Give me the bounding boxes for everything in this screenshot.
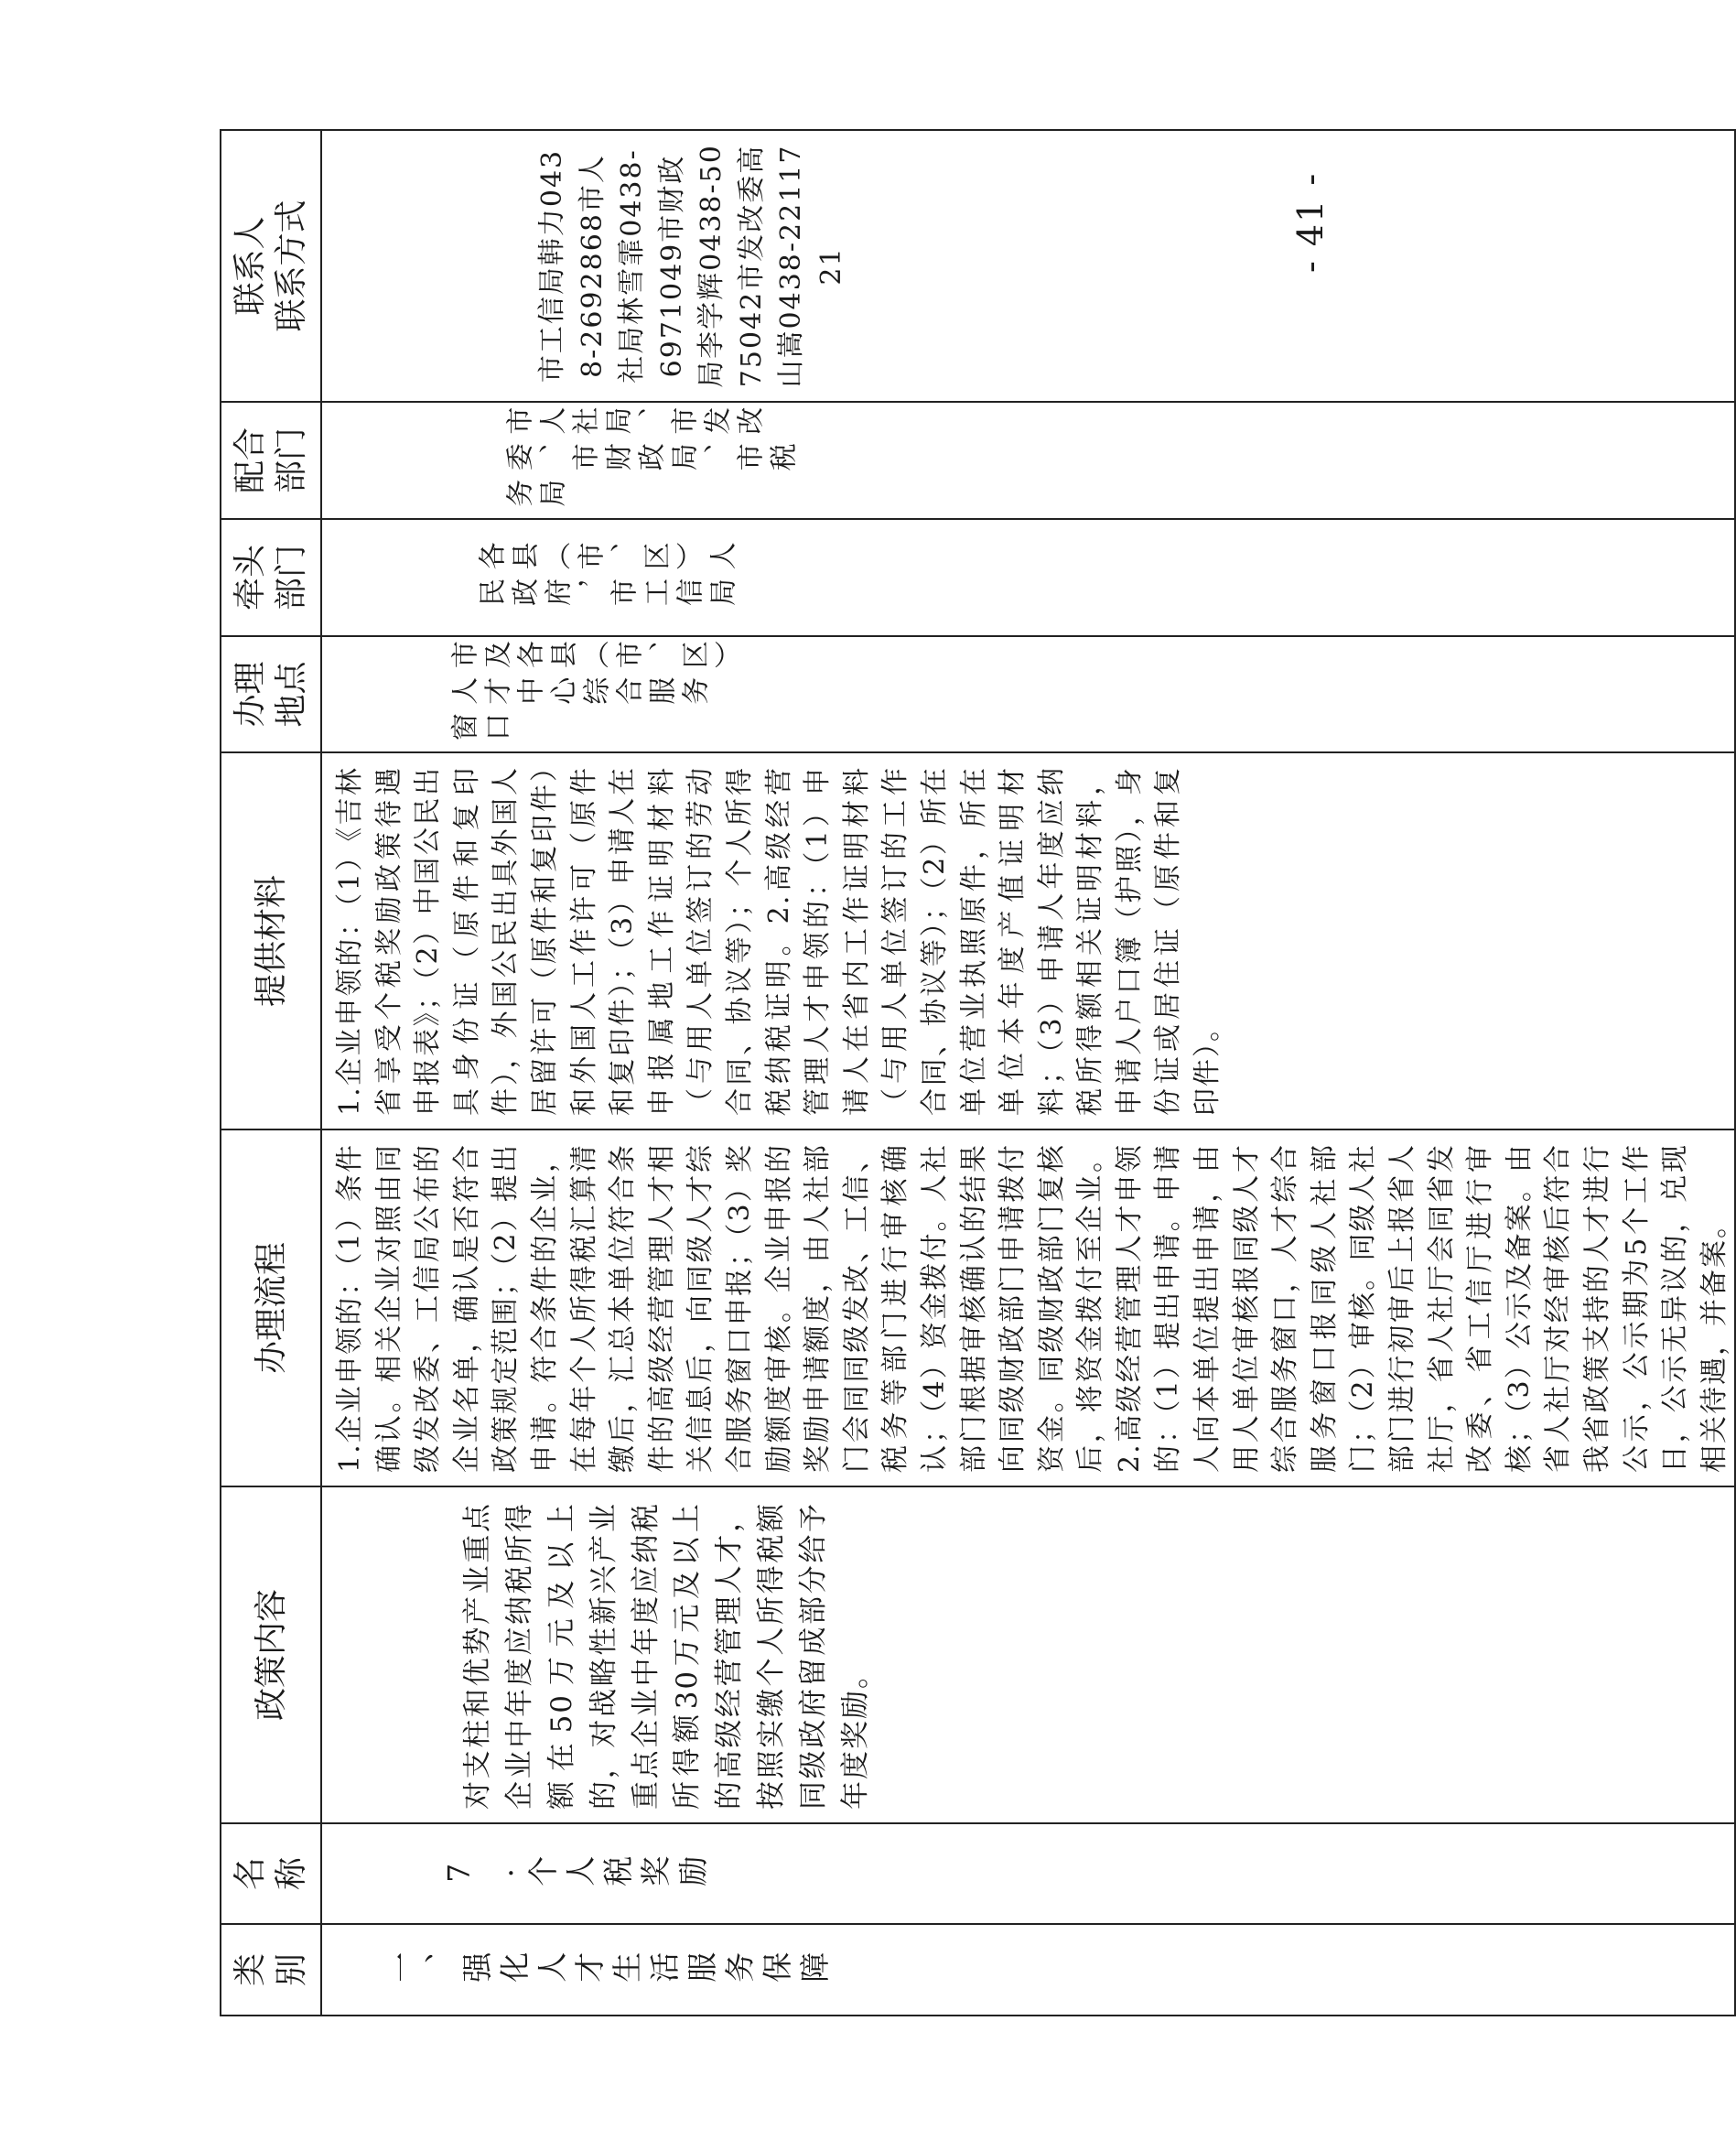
header-coop-dept — [221, 402, 321, 519]
header-name — [221, 1823, 321, 1924]
cell-lead-dept — [321, 519, 1735, 636]
header-lead-dept-line: 牵头 — [232, 545, 269, 611]
header-contact-line: 联系人 — [232, 216, 269, 316]
cell-materials — [321, 752, 1735, 1129]
header-lead-dept-line: 部门 — [273, 545, 310, 611]
header-location — [221, 636, 321, 752]
header-category-line: 别 — [273, 1953, 310, 1987]
header-coop-dept-line: 配合 — [232, 427, 269, 494]
header-contact — [221, 130, 321, 402]
policy-table — [220, 129, 1736, 2016]
header-contact-line: 联系方式 — [273, 200, 310, 332]
location-text: 市及各县（市、区）人才中心综合服务窗口 — [450, 642, 733, 747]
header-location-line: 地点 — [273, 661, 310, 728]
header-name-line: 称 — [273, 1857, 310, 1891]
header-category — [221, 1924, 321, 2016]
contact-text: 市工信局韩力0438-2692868市人社局林雪霏0438-6971049市财政局李学辉0438-5075042市发改委高山嵩0438-2211721 — [536, 144, 847, 388]
cell-category — [321, 1924, 1735, 2016]
header-coop-dept-line: 部门 — [273, 427, 310, 494]
header-location-line: 办理 — [232, 661, 269, 728]
policy-content-text: 对支柱和优势产业重点企业中年度应纳税所得额在50万元及以上的，对战略性新兴产业重点企业中年度应纳税所得额30万元及以上的高级经营管理人才，按照实缴个人所得税额同级政府留成部分给予年度奖励。 — [461, 1502, 872, 1810]
cell-name — [321, 1823, 1735, 1924]
header-name-line: 名 — [232, 1857, 269, 1891]
header-materials-line: 提供材料 — [252, 875, 290, 1008]
table-row — [321, 130, 1735, 2016]
cell-coop-dept — [321, 402, 1735, 519]
header-content — [221, 1486, 321, 1823]
category-text: 一、强化人才生活服务保障 — [386, 1951, 836, 1987]
policy-name-text: 7.个人税奖励 — [441, 1854, 715, 1891]
table-header-row — [221, 130, 321, 2016]
header-lead-dept — [221, 519, 321, 636]
cell-location — [321, 636, 1735, 752]
lead-dept-text: 各县（市、区）人民政府，市工信局 — [478, 543, 741, 611]
header-content-line: 政策内容 — [252, 1589, 290, 1722]
process-text: 1.企业申领的：（1）条件确认。相关企业对照由同级发改委、工信局公布的企业名单，确认是否符合政策规定范围；（2）提出申请。符合条件的企业，在每年个人所得税汇算清缴后，汇总本单位符合条件的高级经营管理人才相关信息后，向同级人才综合服务窗口申报；（3）奖励额度审核。企业申报的奖励申请额度，由人社部门会同同级发改、工信、税务等部门进行审核确认；（4）资金拨付。人社部门根据审核确认的结果向同级财政部门申请拨付资金。同级财政部门复核后，将资金拨付至企业。2.高级经营管理人才申领的：（1）提出申请。申请人向本单位提出申请，由用人单位审核报同级人才综合服务窗口，人才综合服务窗口报同级人社部门；（2）审核。同级人社部门进行初审后上报省人社厅，省人社厅会同省发改委、省工信厅进行审核；（3）公示及备案。由省人社厅对经审核后符合我省政策支持的人才进行公示，公示期为5个工作日，公示无异议的，兑现相关待遇，并备案。 — [334, 1143, 1731, 1473]
cell-content — [321, 1486, 1735, 1823]
header-process — [221, 1129, 321, 1486]
header-category-line: 类 — [232, 1953, 269, 1987]
materials-text: 1.企业申领的：（1）《吉林省享受个税奖励政策待遇申报表》；（2）中国公民出具身份证（原件和复印件），外国公民出具外国人居留许可（原件和复印件）和外国人工作许可（原件和复印件）；（3）申请人在申报属地工作证明材料（与用人单位签订的劳动合同、协议等）；个人所得税纳税证明。2.高级经营管理人才申领的：（1）申请人在省内工作证明材料（与用人单位签订的工作合同、协议等）；（2）所在单位营业执照原件，所在单位本年度产值证明材料；（3）申请人年度应纳税所得额相关证明材料，申请人户口簿（护照），身份证或居住证（原件和复印件）。 — [334, 766, 1224, 1116]
cell-contact — [321, 130, 1735, 402]
header-process-line: 办理流程 — [252, 1242, 290, 1375]
coop-dept-text: 市人社局、市发改委、市财政局、市税务局 — [505, 407, 802, 513]
cell-process — [321, 1129, 1735, 1486]
page-number: - 41 - — [1290, 171, 1331, 273]
header-materials — [221, 752, 321, 1129]
